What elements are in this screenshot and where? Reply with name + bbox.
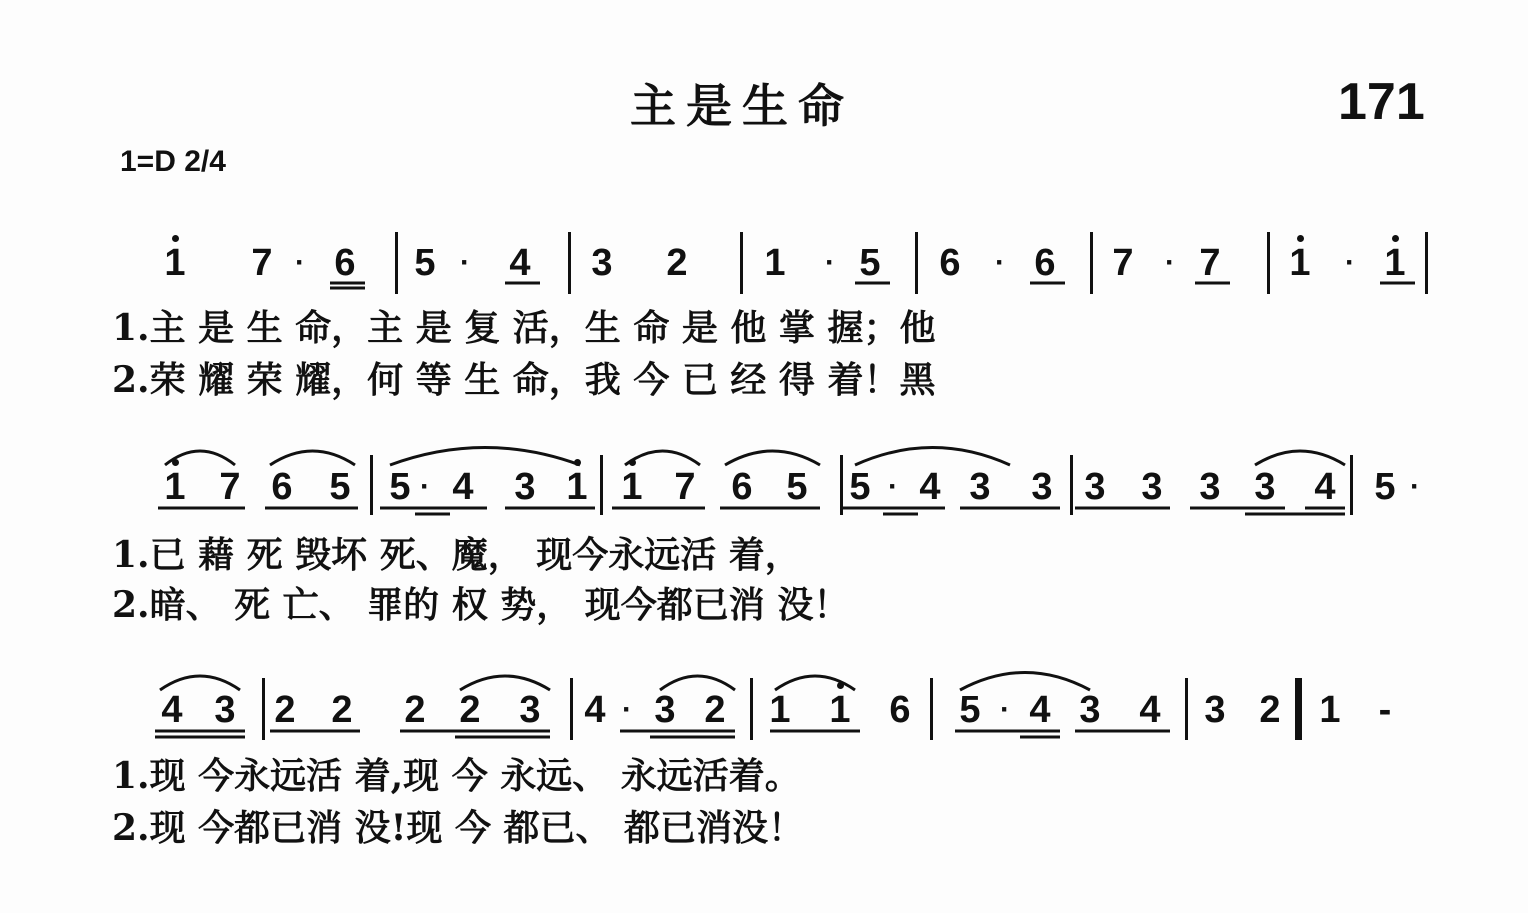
lyric-verse-1-line-1: 1.主 是 生 命，主 是 复 活，生 命 是 他 掌 握；他 xyxy=(112,307,936,349)
slur xyxy=(460,676,550,690)
note: 5 xyxy=(959,689,981,731)
note: 2 xyxy=(459,689,481,731)
hymn-title: 主是生命 xyxy=(630,79,854,133)
note: 4 xyxy=(919,466,941,508)
note: 1 xyxy=(566,466,588,508)
note: 6 xyxy=(939,242,961,284)
note: 1 xyxy=(1384,242,1406,284)
slur xyxy=(725,451,820,465)
note: 4 xyxy=(1139,689,1161,731)
slur xyxy=(775,676,855,690)
note: 1 xyxy=(769,689,791,731)
note: 4 xyxy=(161,689,183,731)
note: 6 xyxy=(731,466,753,508)
note: 7 xyxy=(674,466,696,508)
note: 4 xyxy=(584,689,606,731)
slur xyxy=(165,451,235,465)
note: 3 xyxy=(214,689,236,731)
dot-mark: · xyxy=(295,246,305,279)
dot-mark: · xyxy=(995,246,1005,279)
note: 2 xyxy=(704,689,726,731)
note: 4 xyxy=(452,466,474,508)
dot-mark: · xyxy=(825,246,835,279)
note: 1 xyxy=(829,689,851,731)
note: 3 xyxy=(1204,689,1226,731)
note: 3 xyxy=(519,689,541,731)
note: 3 xyxy=(969,466,991,508)
note: 1 xyxy=(1289,242,1311,284)
note: 2 xyxy=(331,689,353,731)
note: 5 xyxy=(1374,466,1396,508)
note: 3 xyxy=(1084,466,1106,508)
note: 5 xyxy=(849,466,871,508)
dot-mark: · xyxy=(622,693,632,726)
note: 2 xyxy=(274,689,296,731)
note: 6 xyxy=(334,242,356,284)
note: 3 xyxy=(1031,466,1053,508)
slur xyxy=(660,676,735,690)
note: 2 xyxy=(1259,689,1281,731)
note: 1 xyxy=(164,466,186,508)
dot-mark: · xyxy=(460,246,470,279)
note: 1 xyxy=(1319,689,1341,731)
note: 5 xyxy=(859,242,881,284)
lyric-verse-1-line-2: 1.已 藉 死 毁坏 死、魔， 现今永远活 着， xyxy=(112,534,801,576)
note: 7 xyxy=(251,242,273,284)
slur xyxy=(270,451,355,465)
note: 3 xyxy=(1254,466,1276,508)
note: 3 xyxy=(1079,689,1101,731)
lyric-verse-1-line-3: 1.现 今永远活 着,现 今 永远、 永远活着。 xyxy=(112,755,801,797)
slur xyxy=(160,676,240,690)
note: 6 xyxy=(271,466,293,508)
slur xyxy=(1255,451,1345,465)
note: 3 xyxy=(514,466,536,508)
slur xyxy=(960,673,1090,691)
dot-mark: · xyxy=(1000,693,1010,726)
note: - xyxy=(1378,689,1392,731)
note: 6 xyxy=(889,689,911,731)
lyric-verse-2-line-3: 2.现 今都已消 没!现 今 都已、 都已消没！ xyxy=(112,807,805,849)
note: 7 xyxy=(219,466,241,508)
note: 7 xyxy=(1199,242,1221,284)
note: 4 xyxy=(1314,466,1336,508)
slur xyxy=(390,448,580,466)
note: 3 xyxy=(1199,466,1221,508)
note: 2 xyxy=(404,689,426,731)
note: 1 xyxy=(164,242,186,284)
note: 1 xyxy=(764,242,786,284)
dot-mark: · xyxy=(1410,470,1420,503)
dot-mark: · xyxy=(888,470,898,503)
note: 5 xyxy=(329,466,351,508)
note: 5 xyxy=(389,466,411,508)
note: 4 xyxy=(1029,689,1051,731)
key-signature: 1=D 2/4 xyxy=(120,145,226,178)
note: 7 xyxy=(1112,242,1134,284)
lyric-verse-2-line-2: 2.暗、 死 亡、 罪的 权 势， 现今都已消 没！ xyxy=(112,584,850,626)
dot-mark: · xyxy=(420,470,430,503)
note: 3 xyxy=(1141,466,1163,508)
dot-mark: · xyxy=(1165,246,1175,279)
note: 6 xyxy=(1034,242,1056,284)
lyric-verse-2-line-1: 2.荣 耀 荣 耀，何 等 生 命，我 今 已 经 得 着！黑 xyxy=(112,359,936,401)
note: 3 xyxy=(654,689,676,731)
note: 1 xyxy=(621,466,643,508)
slur xyxy=(625,451,700,465)
hymn-number: 171 xyxy=(1338,73,1425,131)
dot-mark: · xyxy=(1345,246,1355,279)
note: 2 xyxy=(666,242,688,284)
note: 5 xyxy=(414,242,436,284)
slur xyxy=(855,448,1010,466)
note: 4 xyxy=(509,242,531,284)
note: 3 xyxy=(591,242,613,284)
note: 5 xyxy=(786,466,808,508)
